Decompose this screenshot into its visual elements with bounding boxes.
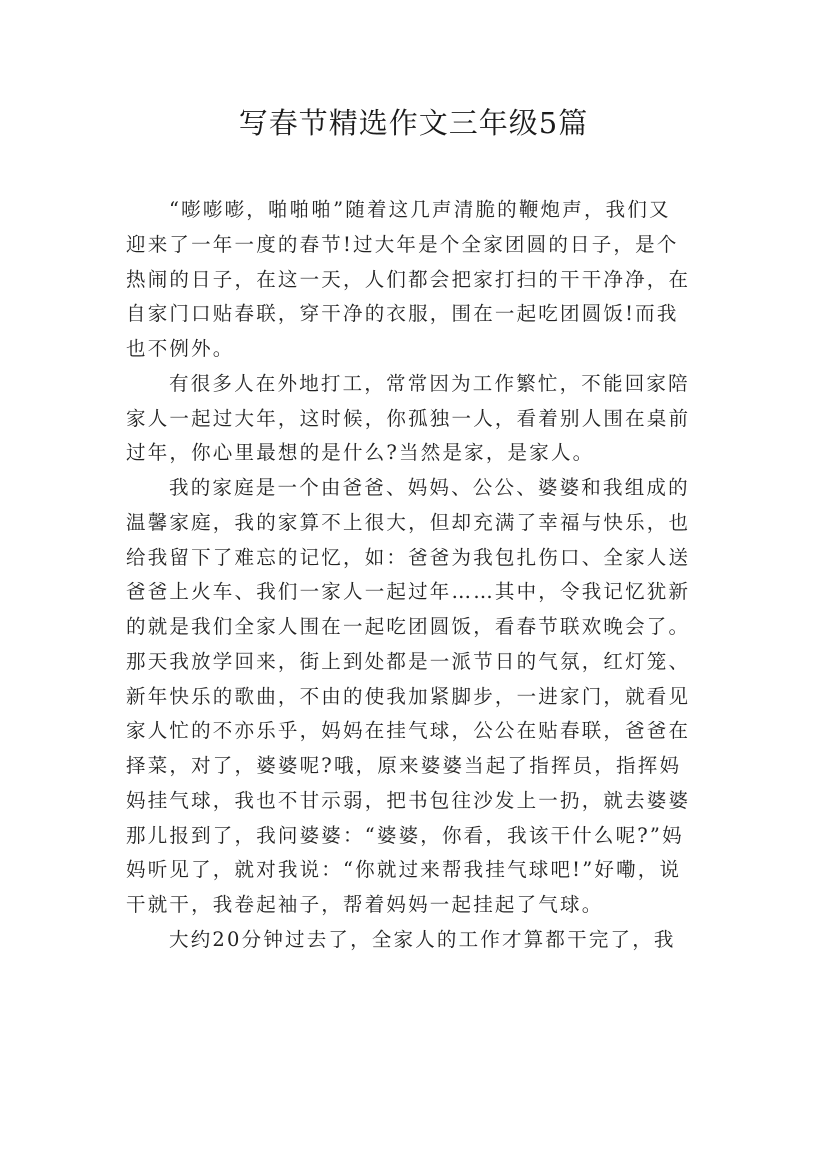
text-line: 也不例外。 xyxy=(126,337,235,360)
text-line: 自家门口贴春联，穿干净的衣服，围在一起吃团圆饭!而我 xyxy=(126,302,679,326)
text-line: 的就是我们全家人围在一起吃团圆饭，看春节联欢晚会了。 xyxy=(126,615,691,638)
text-line: 那天我放学回来，街上到处都是一派节日的气氛，红灯笼、 xyxy=(126,649,691,673)
text-line: 过年，你心里最想的是什么?当然是家，是家人。 xyxy=(126,441,595,465)
essay-body xyxy=(126,193,710,958)
text-line: 迎来了一年一度的春节!过大年是个全家团圆的日子，是个 xyxy=(126,232,679,256)
text-line: 爸爸上火车、我们一家人一起过年……其中，令我记忆犹新 xyxy=(126,580,691,604)
text-line: 给我留下了难忘的记忆，如：爸爸为我包扎伤口、全家人送 xyxy=(126,545,691,569)
text-line: 新年快乐的歌曲，不由的使我加紧脚步，一进家门，就看见 xyxy=(126,684,691,708)
text-line: 家人一起过大年，这时候，你孤独一人，看着别人围在桌前 xyxy=(126,406,691,430)
text-line: 干就干，我卷起袖子，帮着妈妈一起挂起了气球。 xyxy=(126,893,604,916)
text-line: 那儿报到了，我问婆婆：“婆婆，你看，我该干什么呢?”妈 xyxy=(126,823,684,847)
text-line: 家人忙的不亦乐乎，妈妈在挂气球，公公在贴春联，爸爸在 xyxy=(126,719,691,743)
text-line: 择菜，对了，婆婆呢?哦，原来婆婆当起了指挥员，指挥妈 xyxy=(126,754,682,777)
text-line: 我的家庭是一个由爸爸、妈妈、公公、婆婆和我组成的 xyxy=(169,476,690,499)
text-line: 有很多人在外地打工，常常因为工作繁忙，不能回家陪 xyxy=(169,371,690,395)
text-line: 热闹的日子，在这一天，人们都会把家打扫的干干净净，在 xyxy=(126,267,691,291)
text-line: “嘭嘭嘭，啪啪啪”随着这几声清脆的鞭炮声，我们又 xyxy=(169,198,671,221)
text-line: 大约20分钟过去了，全家人的工作才算都干完了，我 xyxy=(169,927,676,951)
page-title: 写春节精选作文三年级5篇 xyxy=(238,106,589,140)
text-line: 温馨家庭，我的家算不上很大，但却充满了幸福与快乐，也 xyxy=(126,510,691,534)
text-line: 妈听见了，就对我说：“你就过来帮我挂气球吧!”好嘞，说 xyxy=(126,858,682,882)
text-line: 妈挂气球，我也不甘示弱，把书包往沙发上一扔，就去婆婆 xyxy=(126,788,691,812)
